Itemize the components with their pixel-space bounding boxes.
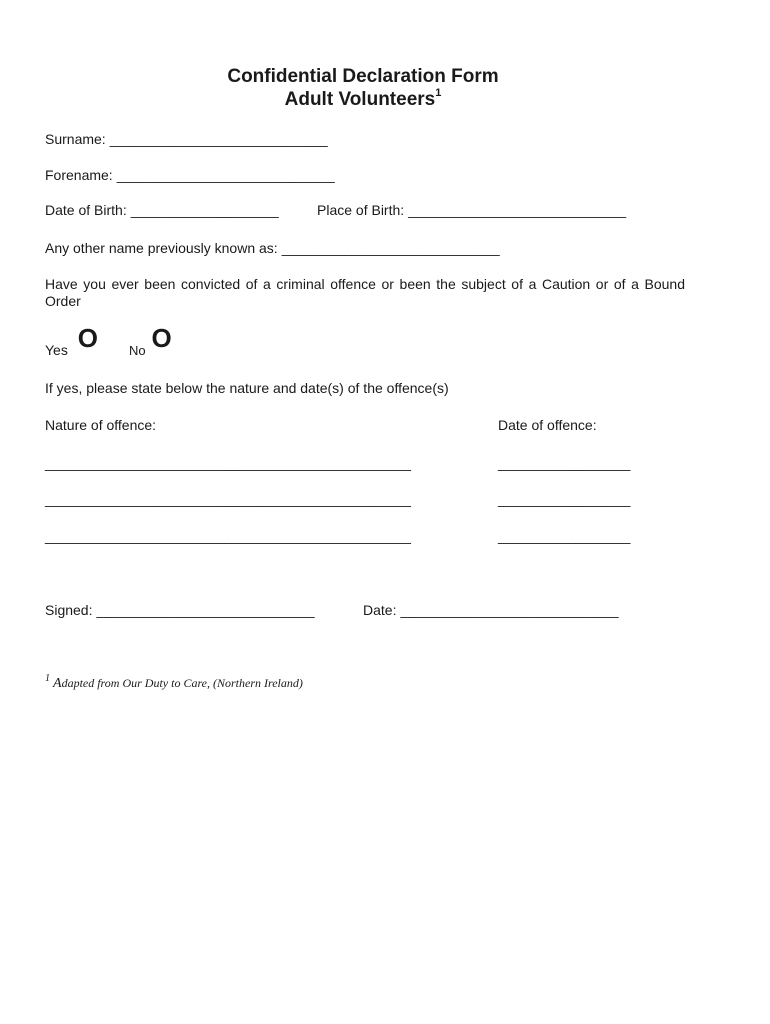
forename-row: [45, 167, 335, 183]
signature-date-row: [363, 602, 618, 618]
date-of-offence-line[interactable]: _________________: [498, 528, 631, 544]
place-of-birth-row: [317, 202, 626, 218]
date-of-birth-row: [45, 202, 279, 218]
signed-row: [45, 602, 315, 618]
yes-label: Yes: [45, 342, 68, 358]
conviction-question: Have you ever been convicted of a criminal offence or been the subject of a Caution or of a Bound Order: [45, 276, 685, 309]
forename-label: Forename:: [45, 167, 113, 183]
date-of-offence-line[interactable]: _________________: [498, 491, 631, 507]
no-radio-icon[interactable]: O: [151, 323, 172, 353]
nature-of-offence-line[interactable]: _______________________________________________: [45, 491, 411, 507]
place-of-birth-field[interactable]: ____________________________: [408, 202, 627, 218]
signed-label: Signed:: [45, 602, 93, 618]
surname-label: Surname:: [45, 131, 106, 147]
nature-of-offence-line[interactable]: _______________________________________________: [45, 455, 411, 471]
page-subtitle: [0, 89, 726, 111]
date-of-birth-label: Date of Birth:: [45, 202, 127, 218]
footnote: [45, 673, 303, 692]
footnote-reference: 1: [435, 87, 442, 99]
date-of-offence-line[interactable]: _________________: [498, 455, 631, 471]
no-label: No: [129, 343, 146, 358]
form-title: Confidential Declaration Form: [227, 66, 499, 87]
footnote-text: dapted from Our Duty to Care, (Northern Ireland): [61, 676, 303, 690]
footnote-initial: A: [53, 676, 62, 691]
surname-field[interactable]: ____________________________: [109, 131, 328, 147]
date-of-offence-header: Date of offence:: [498, 417, 597, 433]
no-option[interactable]: [129, 323, 172, 358]
nature-of-offence-header: Nature of offence:: [45, 417, 157, 433]
forename-field[interactable]: ____________________________: [116, 167, 335, 183]
surname-row: [45, 131, 328, 147]
yes-radio-icon[interactable]: O: [77, 323, 98, 353]
signature-date-label: Date:: [363, 602, 397, 618]
yes-option[interactable]: [45, 323, 98, 358]
signature-date-field[interactable]: ____________________________: [400, 602, 619, 618]
other-name-row: [45, 240, 500, 256]
footnote-mark: 1: [45, 673, 50, 684]
place-of-birth-label: Place of Birth:: [317, 202, 405, 218]
page-title: [0, 66, 726, 88]
offence-instruction: If yes, please state below the nature and date(s) of the offence(s): [45, 380, 449, 396]
nature-of-offence-line[interactable]: _______________________________________________: [45, 528, 411, 544]
date-of-birth-field[interactable]: ___________________: [130, 202, 279, 218]
form-subtitle: Adult Volunteers: [284, 89, 436, 110]
other-name-field[interactable]: ____________________________: [281, 240, 500, 256]
signature-field[interactable]: ____________________________: [96, 602, 315, 618]
other-name-label: Any other name previously known as:: [45, 240, 278, 256]
